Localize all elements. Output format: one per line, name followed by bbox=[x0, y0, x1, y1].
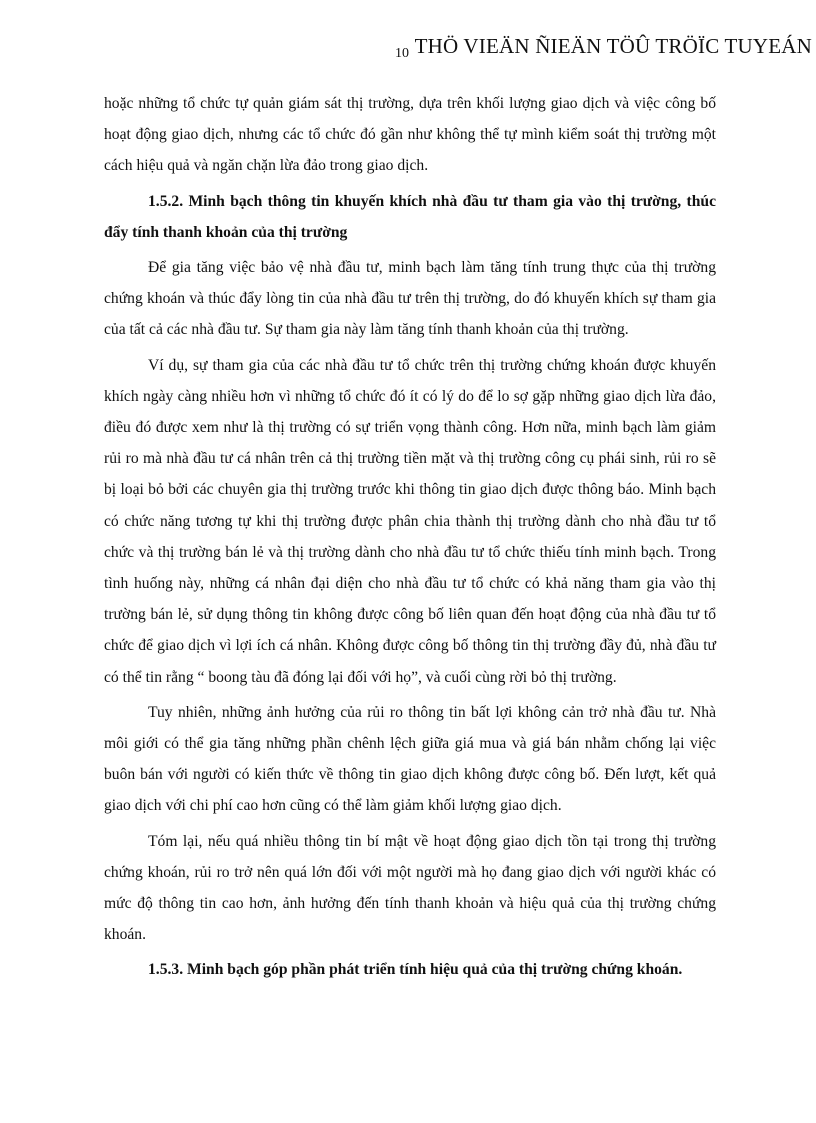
section-heading-1-5-2: 1.5.2. Minh bạch thông tin khuyến khích nhà đầu tư tham gia vào thị trường, thúc đẩy tính thanh khoản của thị trường bbox=[104, 192, 716, 241]
document-body bbox=[104, 88, 716, 990]
page-number: 10 bbox=[395, 46, 409, 61]
section-heading-1-5-3: 1.5.3. Minh bạch góp phần phát triển tính hiệu quả của thị trường chứng khoán. bbox=[148, 961, 683, 979]
paragraph-continuation: hoặc những tổ chức tự quản giám sát thị trường, dựa trên khối lượng giao dịch và việc công bố hoạt động giao dịch, nhưng các tổ chức đó gần như không thể tự mình kiểm soát thị trường một cách hiệu quả và ngăn chặn lừa đảo trong giao dịch. bbox=[104, 95, 716, 175]
paragraph: Để gia tăng việc bảo vệ nhà đầu tư, minh bạch làm tăng tính trung thực của thị trường chứng khoán và thúc đẩy lòng tin của nhà đầu tư trên thị trường, do đó khuyến khích sự tham gia của tất cả các nhà đầu tư. Sự tham gia này làm tăng tính thanh khoản của thị trường. bbox=[104, 259, 716, 339]
paragraph: Ví dụ, sự tham gia của các nhà đầu tư tổ chức trên thị trường chứng khoán được khuyến khích ngày càng nhiều hơn vì những tổ chức đó ít có lý do để lo sợ gặp những giao dịch lừa đảo, điều đó được xem như là thị trường có sự triển vọng thành công. Hơn nữa, minh bạch làm giảm rủi ro mà nhà đầu tư cá nhân trên cả thị trường tiền mặt và thị trường công cụ phái sinh, rủi ro sẽ bị loại bỏ bởi các chuyên gia thị trường trước khi thông tin giao dịch được thông báo. Minh bạch có chức năng tương tự khi thị trường được phân chia thành thị trường dành cho nhà đầu tư tổ chức và thị trường bán lẻ và thị trường dành cho nhà đầu tư tổ chức thiếu tính minh bạch. Trong tình huống này, những cá nhân đại diện cho nhà đầu tư tổ chức có khả năng tham gia vào thị trường bán lẻ, sử dụng thông tin không được công bố liên quan đến hoạt động của nhà đầu tư tổ chức để giao dịch vì lợi ích cá nhân. Không được công bố thông tin thị trường đầy đủ, nhà đầu tư có thể tin rằng “ boong tàu đã đóng lại đối với họ”, và cuối cùng rời bỏ thị trường. bbox=[104, 356, 716, 686]
watermark-header: THÖ VIEÄN ÑIEÄN TÖÛ TRÖÏC TUYEÁN bbox=[414, 34, 812, 58]
paragraph: Tóm lại, nếu quá nhiều thông tin bí mật về hoạt động giao dịch tồn tại trong thị trường chứng khoán, rủi ro trở nên quá lớn đối với một người mà họ đang giao dịch với người khác có mức độ thông tin cao hơn, ảnh hưởng đến tính thanh khoản và hiệu quả của thị trường chứng khoán. bbox=[104, 832, 716, 944]
paragraph: Tuy nhiên, những ảnh hưởng của rủi ro thông tin bất lợi không cản trở nhà đầu tư. Nhà môi giới có thể gia tăng những phần chênh lệch giữa giá mua và giá bán nhằm chống lại việc buôn bán với người có kiến thức về thông tin giao dịch không được công bố. Đến lượt, kết quả giao dịch với chi phí cao hơn cũng có thể làm giảm khối lượng giao dịch. bbox=[104, 703, 716, 815]
